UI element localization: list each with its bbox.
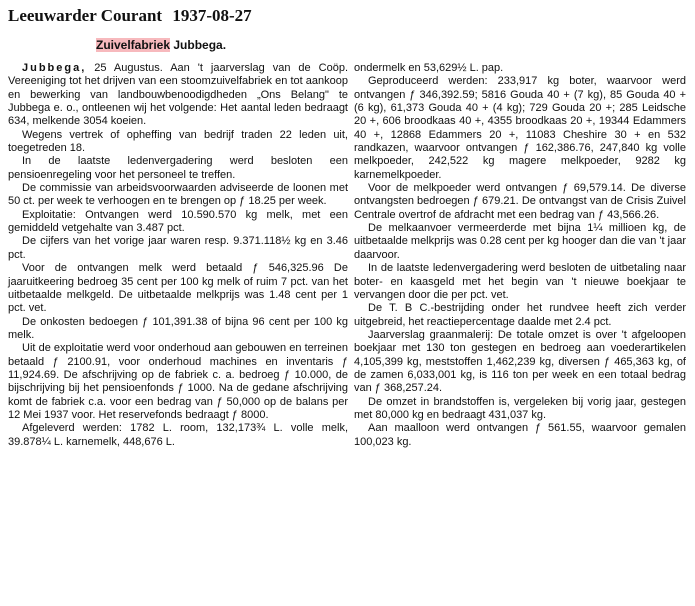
headline-highlight: Zuivelfabriek (96, 38, 171, 52)
paragraph-text: De omzet in brandstoffen is, vergeleken bij vorig jaar, gestegen met 80,000 kg en bedraagt 431,037 kg. (354, 395, 686, 421)
article-paragraph (8, 62, 348, 129)
headline-rest: Jubbega. (173, 38, 227, 52)
article-paragraph (8, 129, 348, 156)
article-paragraph (354, 222, 686, 262)
paragraph-text: Uit de exploitatie werd voor onderhoud aan gebouwen en terreinen betaald ƒ 2100.91, voor onderhoud machines en inventaris ƒ 11,924.69. De afschrijving op de fabriek c. a. bedroeg ƒ 10.000, de bijschrijving bij het pensioenfonds ƒ 1000. Na de gedane afschrijving komt de fabriek c.a. voor een bedrag van ƒ 50,000 op de balans per 12 Mei 1937 voor. Het reservefonds bedraagt ƒ 8000. (8, 342, 348, 421)
article-paragraph (8, 342, 348, 422)
article-paragraph (354, 75, 686, 182)
newspaper-masthead (8, 6, 258, 28)
dateline-city: Jubbega, (22, 62, 87, 74)
paragraph-text: In de laatste ledenvergadering werd besloten een pensioenregeling voor het personeel te treffen. (8, 155, 348, 181)
article-paragraph (8, 316, 348, 343)
paragraph-text: Voor de ontvangen melk werd betaald ƒ 546,325.96 De jaaruitkeering bedroeg 35 cent per 100 kg melk of ruim 7 pct. van het uitbetaalde melkgeld. De uitbetaalde melkprijs was 1.48 cent per 1 pct. vet. (8, 262, 348, 315)
paragraph-text: De T. B C.-bestrijding onder het rundvee heeft zich verder uitgebreid, het reactiepercentage daalde met 2.4 pct. (354, 302, 686, 328)
article-paragraph (354, 62, 686, 75)
paragraph-text: Aan maalloon werd ontvangen ƒ 561.55, waarvoor gemalen 100,023 kg. (354, 422, 686, 448)
paragraph-text: Exploitatie: Ontvangen werd 10.590.570 kg melk, met een gemiddeld vetgehalte van 3.487 pct. (8, 208, 348, 235)
article-paragraph (354, 302, 686, 329)
article-headline (96, 38, 226, 52)
paragraph-text: Jaarverslag graanmalerij: De totale omzet is over 't afgeloopen boekjaar met 130 ton gestegen en bedroeg aan voederartikelen 4,105,399 kg, meststoffen 1,462,239 kg, diversen ƒ 465,363 kg, of de zamen 6,033,001 kg, is 116 ton per week en een totaal bedrag van ƒ 368,257.24. (354, 328, 686, 395)
article-paragraph (8, 182, 348, 209)
article-paragraph (8, 422, 348, 449)
paragraph-text: ondermelk en 53,629½ L. pap. (354, 62, 504, 74)
article-paragraph (8, 209, 348, 236)
paragraph-text: De onkosten bedoegen ƒ 101,391.38 of bijna 96 cent per 100 kg melk. (8, 315, 348, 341)
paragraph-text: De cijfers van het vorige jaar waren resp. 9.371.118½ kg en 3.46 pct. (8, 235, 348, 261)
article-paragraph (8, 155, 348, 182)
article-paragraph (354, 182, 686, 222)
paragraph-text: 25 Augustus. Aan 't jaarverslag van de Coöp. Vereeniging tot het drijven van een stoomzuivelfabriek en tot aankoop en bewerking van landbouwbenoodigdheden „Ons Belang" te Jubbega e. o., ontleenen wij het volgende: Het aantal leden bedraagt 634, melkende 3054 koeien. (8, 62, 348, 128)
paragraph-text: Wegens vertrek of opheffing van bedrijf traden 22 leden uit, toegetreden 18. (8, 128, 348, 155)
publication-date: 1937-08-27 (172, 6, 252, 25)
paragraph-text: Geproduceerd werden: 233,917 kg boter, waarvoor werd ontvangen ƒ 346,392.59; 5816 Gouda 40 + (7 kg), 85 Gouda 40 + (6 kg), 61,373 Gouda 40 + (4 kg); 729 Gouda 20 +; 285 Leidsche 20 +, 606 broodkaas 40 +, 4355 broodkaas 20 +, 19344 Edammers 40 +, 12868 Edammers 20 +, 11083 Cheshire 30 + en 532 randkazen, waarvoor ontvangen ƒ 162,386.76, 247,840 kg volle melkpoeder, 242,522 kg magere melkpoeder, 9282 kg karnemelkpoeder. (354, 75, 686, 181)
article-paragraph (8, 262, 348, 315)
paragraph-text: Afgeleverd werden: 1782 L. room, 132,173¾ L. volle melk, 39.878¼ L. karnemelk, 448,676 L. (8, 422, 348, 448)
article-paragraph (354, 329, 686, 396)
article-paragraph (8, 235, 348, 262)
article-column-right (354, 62, 686, 449)
article-paragraph (354, 422, 686, 449)
newspaper-name: Leeuwarder Courant (8, 6, 163, 25)
paragraph-text: De commissie van arbeidsvoorwaarden adviseerde de loonen met 50 ct. per week te verhoogen en te brengen op ƒ 18.25 per week. (8, 182, 348, 208)
article-paragraph (354, 262, 686, 302)
paragraph-text: Voor de melkpoeder werd ontvangen ƒ 69,579.14. De diverse ontvangsten bedroegen ƒ 679.21. De ontvangst van de Crisis Zuivel Centrale overtrof de afdracht met een bedrag van ƒ 43,566.26. (354, 182, 686, 221)
article-paragraph (354, 396, 686, 423)
paragraph-text: In de laatste ledenvergadering werd besloten de uitbetaling naar boter- en kaasgeld met het begin van 't nieuwe boekjaar te vervangen door die per pct. vet. (354, 262, 686, 301)
paragraph-text: De melkaanvoer vermeerderde met bijna 1¼ millioen kg, de uitbetaalde melkprijs was 0.28 cent per kg hooger dan die van 't jaar daarvoor. (354, 222, 686, 261)
article-column-left (8, 62, 348, 449)
